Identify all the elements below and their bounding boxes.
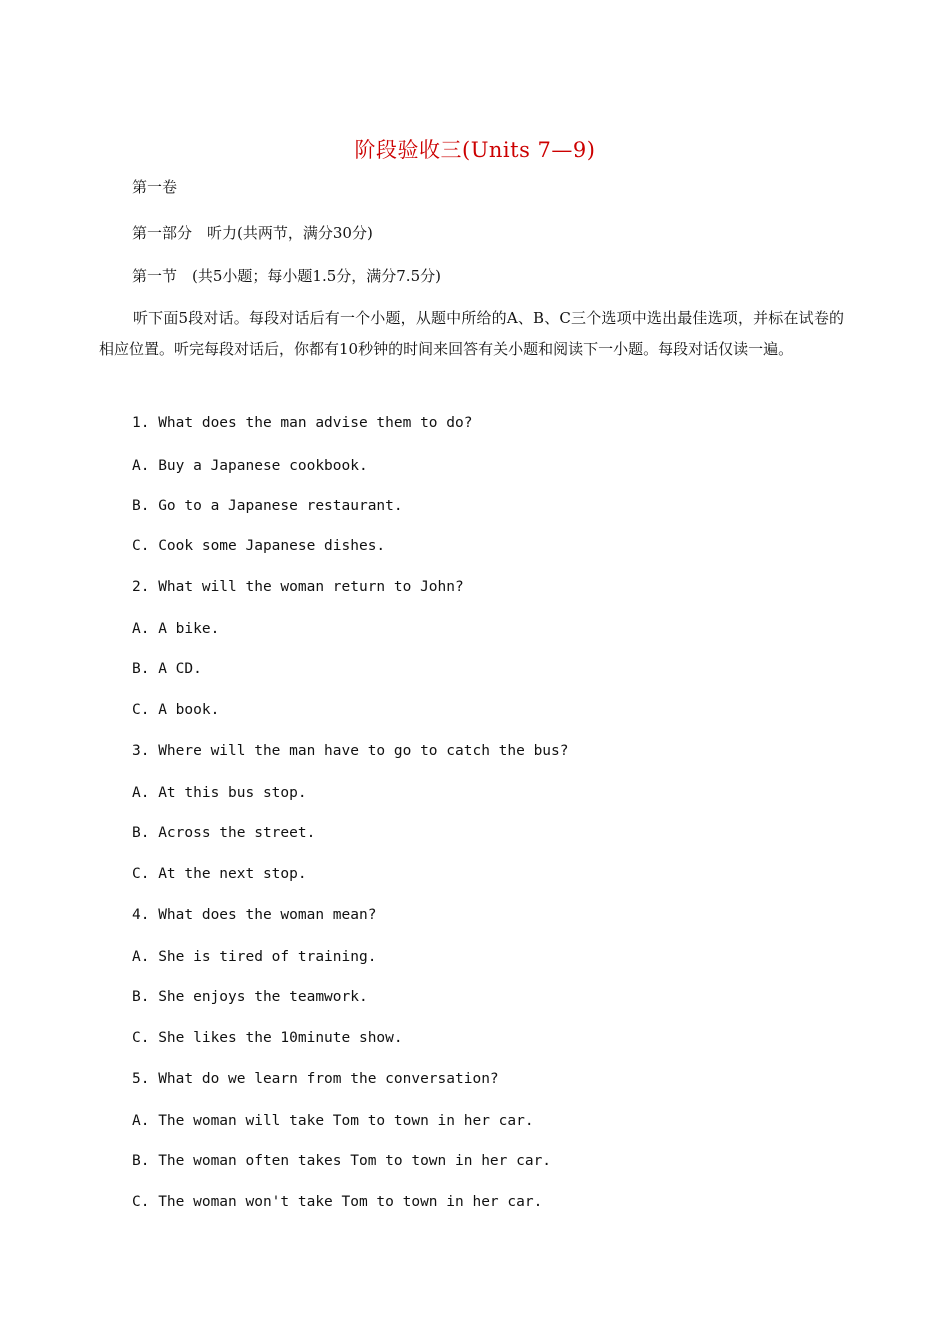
option-b: B. The woman often takes Tom to town in her car. — [132, 1153, 552, 1169]
section-heading: 第一节 (共5小题；每小题1.5分，满分7.5分) — [132, 267, 441, 285]
option-c: C. The woman won't take Tom to town in her car. — [132, 1194, 543, 1210]
option-a: A. The woman will take Tom to town in her car. — [132, 1113, 534, 1129]
option-a: A. Buy a Japanese cookbook. — [132, 458, 368, 474]
instructions-paragraph: 听下面5段对话。每段对话后有一个小题，从题中所给的A、B、C三个选项中选出最佳选项，并标在试卷的相应位置。听完每段对话后，你都有10秒钟的时间来回答有关小题和阅读下一小题。每段对话仅读一遍。 — [99, 309, 844, 358]
option-b: B. Go to a Japanese restaurant. — [132, 498, 403, 514]
page-title: 阶段验收三(Units 7—9) — [354, 138, 596, 162]
volume-heading: 第一卷 — [132, 178, 178, 196]
option-c: C. Cook some Japanese dishes. — [132, 538, 386, 554]
option-b: B. A CD. — [132, 661, 202, 677]
question-stem: 4. What does the woman mean? — [132, 907, 377, 923]
option-a: A. A bike. — [132, 621, 220, 637]
question-stem: 1. What does the man advise them to do? — [132, 415, 473, 431]
part-heading: 第一部分 听力(共两节，满分30分) — [132, 224, 373, 242]
option-b: B. She enjoys the teamwork. — [132, 989, 368, 1005]
option-c: C. A book. — [132, 702, 220, 718]
question-stem: 5. What do we learn from the conversation? — [132, 1071, 499, 1087]
option-b: B. Across the street. — [132, 825, 316, 841]
question-stem: 2. What will the woman return to John? — [132, 579, 464, 595]
option-a: A. At this bus stop. — [132, 785, 307, 801]
option-c: C. At the next stop. — [132, 866, 307, 882]
option-c: C. She likes the 10minute show. — [132, 1030, 403, 1046]
question-stem: 3. Where will the man have to go to catch the bus? — [132, 743, 569, 759]
option-a: A. She is tired of training. — [132, 949, 377, 965]
